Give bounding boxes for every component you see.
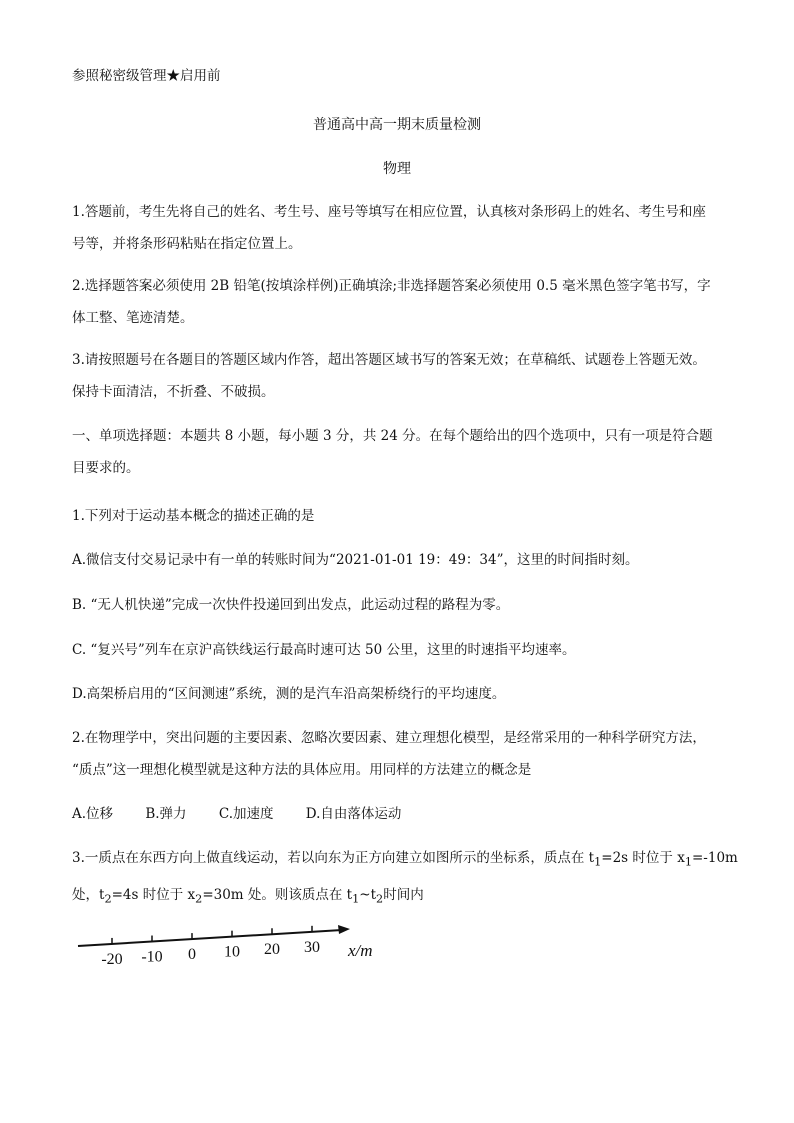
instruction-3: 3.请按照题号在各题目的答题区域内作答，超出答题区域书写的答案无效；在草稿纸、试题卷上答题无效。 保持卡面清洁，不折叠、不破损。 bbox=[72, 352, 706, 400]
question-2-option-b: B.弹力 bbox=[145, 806, 187, 822]
question-1-option-b: B. “无人机快递”完成一次快件投递回到出发点，此运动过程的路程为零。 bbox=[72, 597, 510, 613]
coordinate-axis-figure bbox=[70, 920, 400, 980]
question-1-option-d: D.高架桥启用的“区间测速”系统，测的是汽车沿高架桥绕行的平均速度。 bbox=[72, 686, 506, 702]
subject-title: 物理 bbox=[383, 161, 411, 177]
axis-tick-label: -10 bbox=[141, 948, 163, 966]
axis-tick-label: 10 bbox=[224, 943, 240, 961]
x-axis-line bbox=[78, 930, 342, 946]
classification-label: 参照秘密级管理★启用前 bbox=[72, 68, 221, 84]
x-axis-label: x/m bbox=[348, 941, 373, 960]
axis-tick-label: -20 bbox=[101, 950, 123, 968]
axis-tick-label: 20 bbox=[264, 941, 280, 959]
question-2-option-c: C.加速度 bbox=[218, 806, 274, 822]
question-1-stem: 1.下列对于运动基本概念的描述正确的是 bbox=[72, 508, 315, 524]
x-axis-arrow bbox=[338, 925, 350, 934]
question-2-option-d: D.自由落体运动 bbox=[305, 806, 402, 822]
question-3-stem: 3.一质点在东西方向上做直线运动，若以向东为正方向建立如图所示的坐标系，质点在 $t_1=2s$ 时位于 $x_1=-10m$ 处，$t_2=4s$ 时位于 $x_2=30m$ 处。则该质点在 $t_1\sim t_2$时间内 bbox=[72, 850, 738, 906]
question-2-options bbox=[72, 802, 429, 822]
section-heading: 一、单项选择题：本题共 8 小题，每小题 3 分，共 24 分。在每个题给出的四个选项中，只有一项是符合题 目要求的。 bbox=[72, 428, 713, 476]
question-2-option-a: A.位移 bbox=[72, 806, 114, 822]
question-2-stem: 2.在物理学中，突出问题的主要因素、忽略次要因素、建立理想化模型，是经常采用的一种科学研究方法， “质点”这一理想化模型就是这种方法的具体应用。用同样的方法建立的概念是 bbox=[72, 730, 706, 778]
instruction-2: 2.选择题答案必须使用 2B 铅笔(按填涂样例)正确填涂;非选择题答案必须使用 0.5 毫米黑色签字笔书写，字 体工整、笔迹清楚。 bbox=[72, 278, 711, 326]
axis-tick-label: 0 bbox=[188, 946, 196, 964]
question-1-option-c: C. “复兴号”列车在京沪高铁线运行最高时速可达 50 公里，这里的时速指平均速率。 bbox=[72, 642, 576, 658]
instruction-1: 1.答题前，考生先将自己的姓名、考生号、座号等填写在相应位置，认真核对条形码上的姓名、考生号和座 号等，并将条形码粘贴在指定位置上。 bbox=[72, 204, 706, 252]
question-1-option-a: A.微信支付交易记录中有一单的转账时间为“2021-01-01 19：49：34”，这里的时间指时刻。 bbox=[72, 552, 639, 568]
exam-title: 普通高中高一期末质量检测 bbox=[313, 117, 481, 133]
axis-tick-label: 30 bbox=[304, 938, 320, 956]
